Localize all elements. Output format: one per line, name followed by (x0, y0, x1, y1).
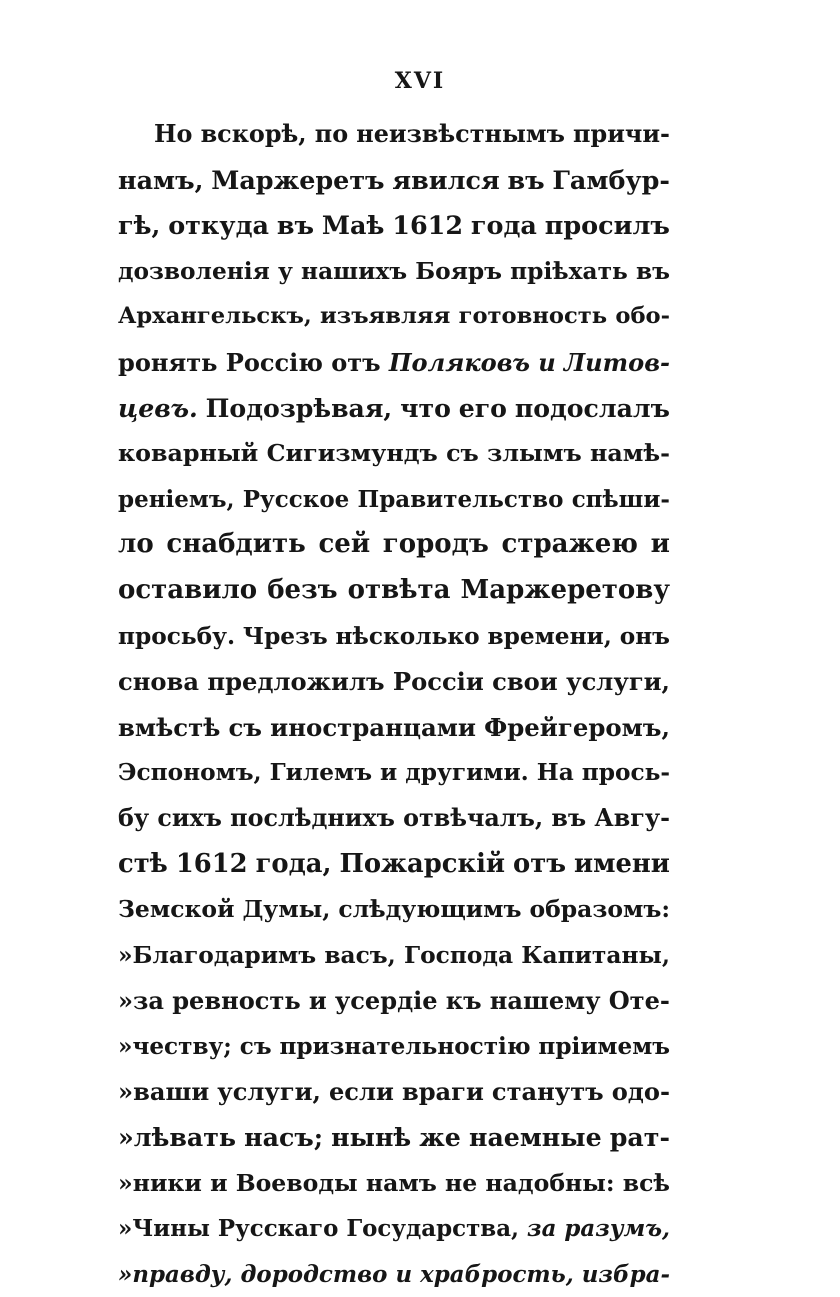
word: 1612 (392, 210, 464, 241)
text-line (118, 796, 670, 842)
word: года (470, 210, 537, 241)
text-line (118, 249, 670, 295)
word: Гамбур- (552, 164, 670, 195)
word: Эспономъ, (118, 759, 262, 787)
word: нынѣ (331, 1122, 412, 1153)
word: года, (255, 848, 332, 879)
word: сихъ (157, 803, 222, 832)
word: Подозрѣвая, (205, 392, 393, 423)
word: стражею (501, 529, 638, 560)
text-line (118, 659, 670, 705)
word: нашихъ (301, 257, 408, 285)
italic-word: разумъ, (564, 1215, 670, 1243)
word: нѣсколько (335, 622, 480, 650)
text-line (118, 477, 670, 523)
body-text (118, 112, 670, 1297)
italic-word: и (538, 347, 556, 377)
word: другими. (405, 759, 529, 787)
word: образомъ: (529, 895, 670, 924)
word: гѣ, (118, 210, 161, 241)
word: Бояръ (415, 257, 502, 285)
word: если (328, 1077, 394, 1107)
word: коварный (118, 439, 259, 468)
word: дозволенія (118, 257, 270, 285)
word: намъ, (118, 164, 204, 195)
word: и (650, 529, 670, 560)
word: просилъ (544, 210, 670, 241)
word: прось- (581, 759, 670, 787)
word: васъ, (324, 941, 396, 969)
word: безъ (267, 574, 338, 605)
word: сей (318, 529, 371, 560)
word: Русское (242, 485, 350, 513)
word: просьбу. (118, 622, 236, 650)
word: отъ (513, 848, 566, 879)
word: вмѣстѣ (118, 712, 221, 742)
word: съ (228, 712, 263, 742)
word: »Чины (118, 1215, 210, 1243)
word: На (536, 759, 574, 787)
word: Чрезъ (242, 622, 328, 650)
word: Воеводы (235, 1168, 358, 1197)
page-number: XVI (394, 68, 446, 94)
word: Земской (118, 895, 235, 924)
word: въ (635, 257, 670, 285)
word: съ (446, 439, 479, 468)
word: бу (118, 803, 150, 832)
word: Думы, (242, 895, 331, 924)
word: отвѣта (347, 574, 451, 605)
word: слѣдующимъ (338, 895, 522, 924)
word: подослалъ (514, 392, 670, 423)
italic-word: дородство (240, 1260, 388, 1288)
word: и (210, 1168, 228, 1197)
word: изъявляя (320, 303, 451, 330)
word: злымъ (487, 439, 582, 468)
word: Архангельскъ, (118, 303, 312, 330)
word: Сигизмундъ (266, 439, 438, 468)
word: откуда (168, 210, 270, 241)
word: имени (574, 848, 670, 879)
italic-word: Литов- (563, 347, 670, 377)
word: намъ (365, 1168, 437, 1197)
word: и (380, 759, 398, 787)
italic-word: и (395, 1260, 413, 1288)
word: пріѣхать (510, 257, 628, 285)
word: неизвѣстнымъ (356, 120, 565, 148)
text-line (118, 1206, 670, 1252)
word: предложилъ (207, 667, 385, 697)
word: Но (154, 120, 193, 148)
word: снова (118, 667, 199, 697)
word: »ники (118, 1168, 202, 1197)
word: одо- (611, 1077, 670, 1107)
word: готовность (458, 303, 608, 330)
text-line (118, 112, 670, 158)
text-line (118, 933, 670, 979)
word: насъ; (244, 1122, 324, 1153)
word: »честву; (118, 1032, 232, 1060)
italic-word: »правду, (118, 1260, 233, 1288)
word: ронять (118, 347, 218, 377)
word: причи- (573, 120, 670, 148)
word: реніемъ, (118, 485, 235, 513)
text-line (118, 340, 670, 386)
word: враги (401, 1077, 484, 1107)
word: его (458, 392, 507, 423)
italic-word: избра- (581, 1260, 670, 1288)
word: Оте- (608, 986, 670, 1016)
text-line (118, 842, 670, 888)
text-line (118, 705, 670, 751)
text-line (118, 1252, 670, 1297)
text-line (118, 522, 670, 568)
text-line (118, 750, 670, 796)
word: и (308, 986, 327, 1016)
text-line (118, 614, 670, 660)
text-line (118, 431, 670, 477)
word: »ваши (118, 1077, 210, 1107)
text-line (118, 294, 670, 340)
text-line (118, 1161, 670, 1207)
word: Правительство (357, 485, 564, 513)
word: Авгу- (594, 803, 670, 832)
word: »за (118, 986, 165, 1016)
word: по (314, 120, 349, 148)
word: услуги, (217, 1077, 321, 1107)
word: усердіе (334, 986, 438, 1016)
italic-word: за (526, 1215, 557, 1243)
word: Капитаны, (521, 941, 670, 969)
text-line (118, 887, 670, 933)
word: въ (507, 164, 545, 195)
word: стѣ (118, 848, 168, 879)
word: Русскаго (217, 1215, 339, 1243)
word: Фрейгеромъ, (484, 712, 670, 742)
word: отъ (331, 347, 381, 377)
word: вскорѣ, (200, 120, 307, 148)
word: времени, (487, 622, 612, 650)
word: наемные (468, 1122, 602, 1153)
word: услуги, (566, 667, 670, 697)
word: станутъ (491, 1077, 604, 1107)
text-line (118, 568, 670, 614)
word: намѣ- (590, 439, 670, 468)
word: онъ (619, 622, 670, 650)
word: 1612 (175, 848, 248, 879)
word: Россіи (392, 667, 484, 697)
word: Маржеретъ (211, 164, 385, 195)
word: городъ (382, 529, 489, 560)
word: обо- (615, 303, 670, 330)
word: ло (118, 529, 154, 560)
word: отвѣчалъ, (403, 803, 544, 832)
word: же (419, 1122, 461, 1153)
italic-word: цевъ. (118, 392, 198, 423)
word: Государства, (346, 1215, 520, 1243)
word: съ (239, 1032, 272, 1060)
word: къ (445, 986, 482, 1016)
word: снабдить (166, 529, 306, 560)
word: послѣднихъ (230, 803, 395, 832)
text-line (118, 386, 670, 432)
text-line (118, 1024, 670, 1070)
word: въ (551, 803, 587, 832)
word: всѣ (622, 1168, 670, 1197)
word: нашему (489, 986, 601, 1016)
word: признательностію (279, 1032, 531, 1060)
italic-word: Поляковъ (388, 347, 530, 377)
word: Пожарскій (339, 848, 506, 879)
word: въ (276, 210, 315, 241)
word: пріимемъ (538, 1032, 670, 1060)
word: »Благодаримъ (118, 941, 317, 969)
italic-word: храбрость, (420, 1260, 574, 1288)
word: надобны: (485, 1168, 615, 1197)
word: спѣши- (571, 485, 670, 513)
word: рат- (609, 1122, 670, 1153)
word: у (277, 257, 293, 285)
word: явился (392, 164, 500, 195)
word: Маржеретову (460, 574, 670, 605)
word: не (445, 1168, 478, 1197)
word: что (400, 392, 451, 423)
word: свои (492, 667, 558, 697)
text-line (118, 978, 670, 1024)
text-line (118, 203, 670, 249)
word: иностранцами (270, 712, 476, 742)
text-line (118, 158, 670, 204)
word: Россію (225, 347, 323, 377)
word: Господа (404, 941, 514, 969)
word: ревность (172, 986, 301, 1016)
text-line (118, 1115, 670, 1161)
word: Маѣ (321, 210, 385, 241)
word: оставило (118, 574, 258, 605)
word: Гилемъ (269, 759, 373, 787)
text-line (118, 1069, 670, 1115)
word: »лѣвать (118, 1122, 237, 1153)
